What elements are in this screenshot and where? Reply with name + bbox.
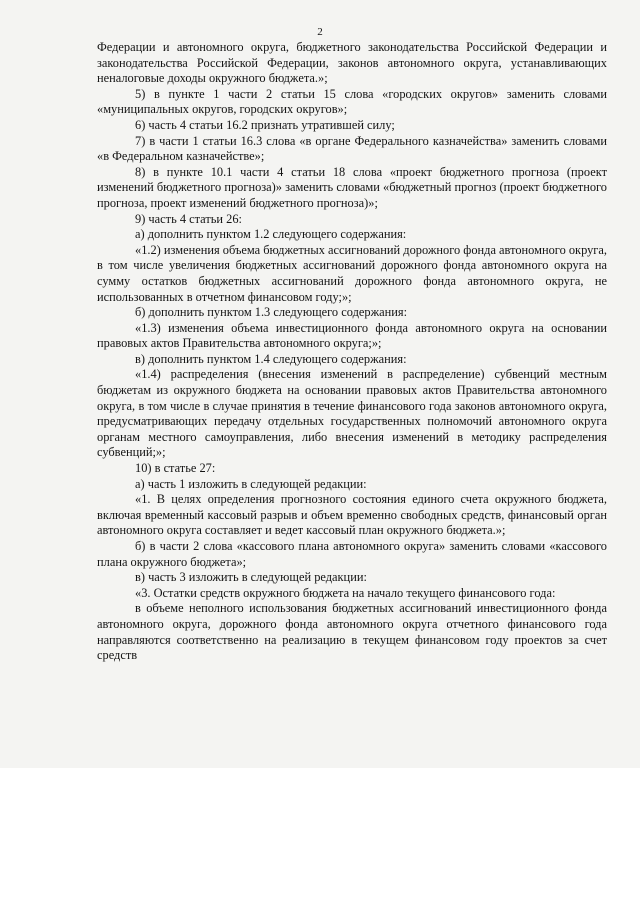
paragraph: в объеме неполного использования бюджетных ассигнований инвестиционного фонда автономного округа, дорожного фонда автономного округа отчетного финансового года направляются соответственно на реализацию в текущем финансовом году проектов за счет средств — [97, 601, 607, 663]
paragraph: б) в части 2 слова «кассового плана автономного округа» заменить словами «кассового плана окружного бюджета»; — [97, 539, 607, 569]
paragraph: 7) в части 1 статьи 16.3 слова «в органе Федерального казначейства» заменить словами «в Федеральном казначействе»; — [97, 133, 607, 164]
paragraph: 8) в пункте 10.1 части 4 статьи 18 слова «проект бюджетного прогноза (проект изменений бюджетного прогноза)» заменить словами «бюджетный прогноз (проект бюджетного прогноза, проект изменений бюджетного прогноза)»; — [97, 164, 607, 210]
paragraph: «1.3) изменения объема инвестиционного фонда автономного округа на основании правовых актов Правительства автономного округа;»; — [97, 320, 607, 351]
document-body — [97, 40, 607, 664]
paragraph: 6) часть 4 статьи 16.2 признать утратившей силу; — [135, 117, 395, 132]
paragraph: а) дополнить пунктом 1.2 следующего содержания: — [135, 227, 407, 242]
paragraph: Федерации и автономного округа, бюджетного законодательства Российской Федерации и законодательства Российской Федерации, законов автономного округа, устанавливающих неналоговые доходы окружного бюджета.»; — [97, 40, 607, 86]
blank-area — [0, 768, 640, 905]
paragraph: «1.4) распределения (внесения изменений в распределение) субвенций местным бюджетам из окружного бюджета на основании правовых актов Правительства автономного округа, в том числе в случае принятия в течение финансового года законов автономного округа, предусматривающих передачу отдельных государственных полномочий автономного округа органам местного самоуправления, либо внесения изменений в методику распределения субвенций;»; — [97, 367, 607, 460]
paragraph: «3. Остатки средств окружного бюджета на начало текущего финансового года: — [135, 585, 556, 600]
paragraph: 5) в пункте 1 части 2 статьи 15 слова «городских округов» заменить словами «муниципальных округов, городских округов»; — [97, 86, 607, 117]
paragraph: 10) в статье 27: — [135, 461, 216, 476]
paragraph: 9) часть 4 статьи 26: — [135, 211, 242, 226]
paragraph: б) дополнить пунктом 1.3 следующего содержания: — [135, 305, 408, 320]
paragraph: а) часть 1 изложить в следующей редакции: — [135, 476, 367, 491]
paragraph: «1. В целях определения прогнозного состояния единого счета окружного бюджета, включая временный кассовый разрыв и объем временно свободных средств, финансовый орган автономного округа составляет и ведет кассовый план окружного бюджета.»; — [97, 492, 607, 538]
paragraph: в) дополнить пунктом 1.4 следующего содержания: — [135, 351, 407, 366]
page-number: 2 — [317, 26, 323, 38]
paragraph: в) часть 3 изложить в следующей редакции: — [135, 570, 367, 585]
paragraph: «1.2) изменения объема бюджетных ассигнований дорожного фонда автономного округа, в том числе увеличения бюджетных ассигнований дорожного фонда автономного округа на сумму остатков бюджетных ассигнований дорожного фонда автономного округа, не использованных в отчетном финансовом году;»; — [97, 242, 607, 304]
